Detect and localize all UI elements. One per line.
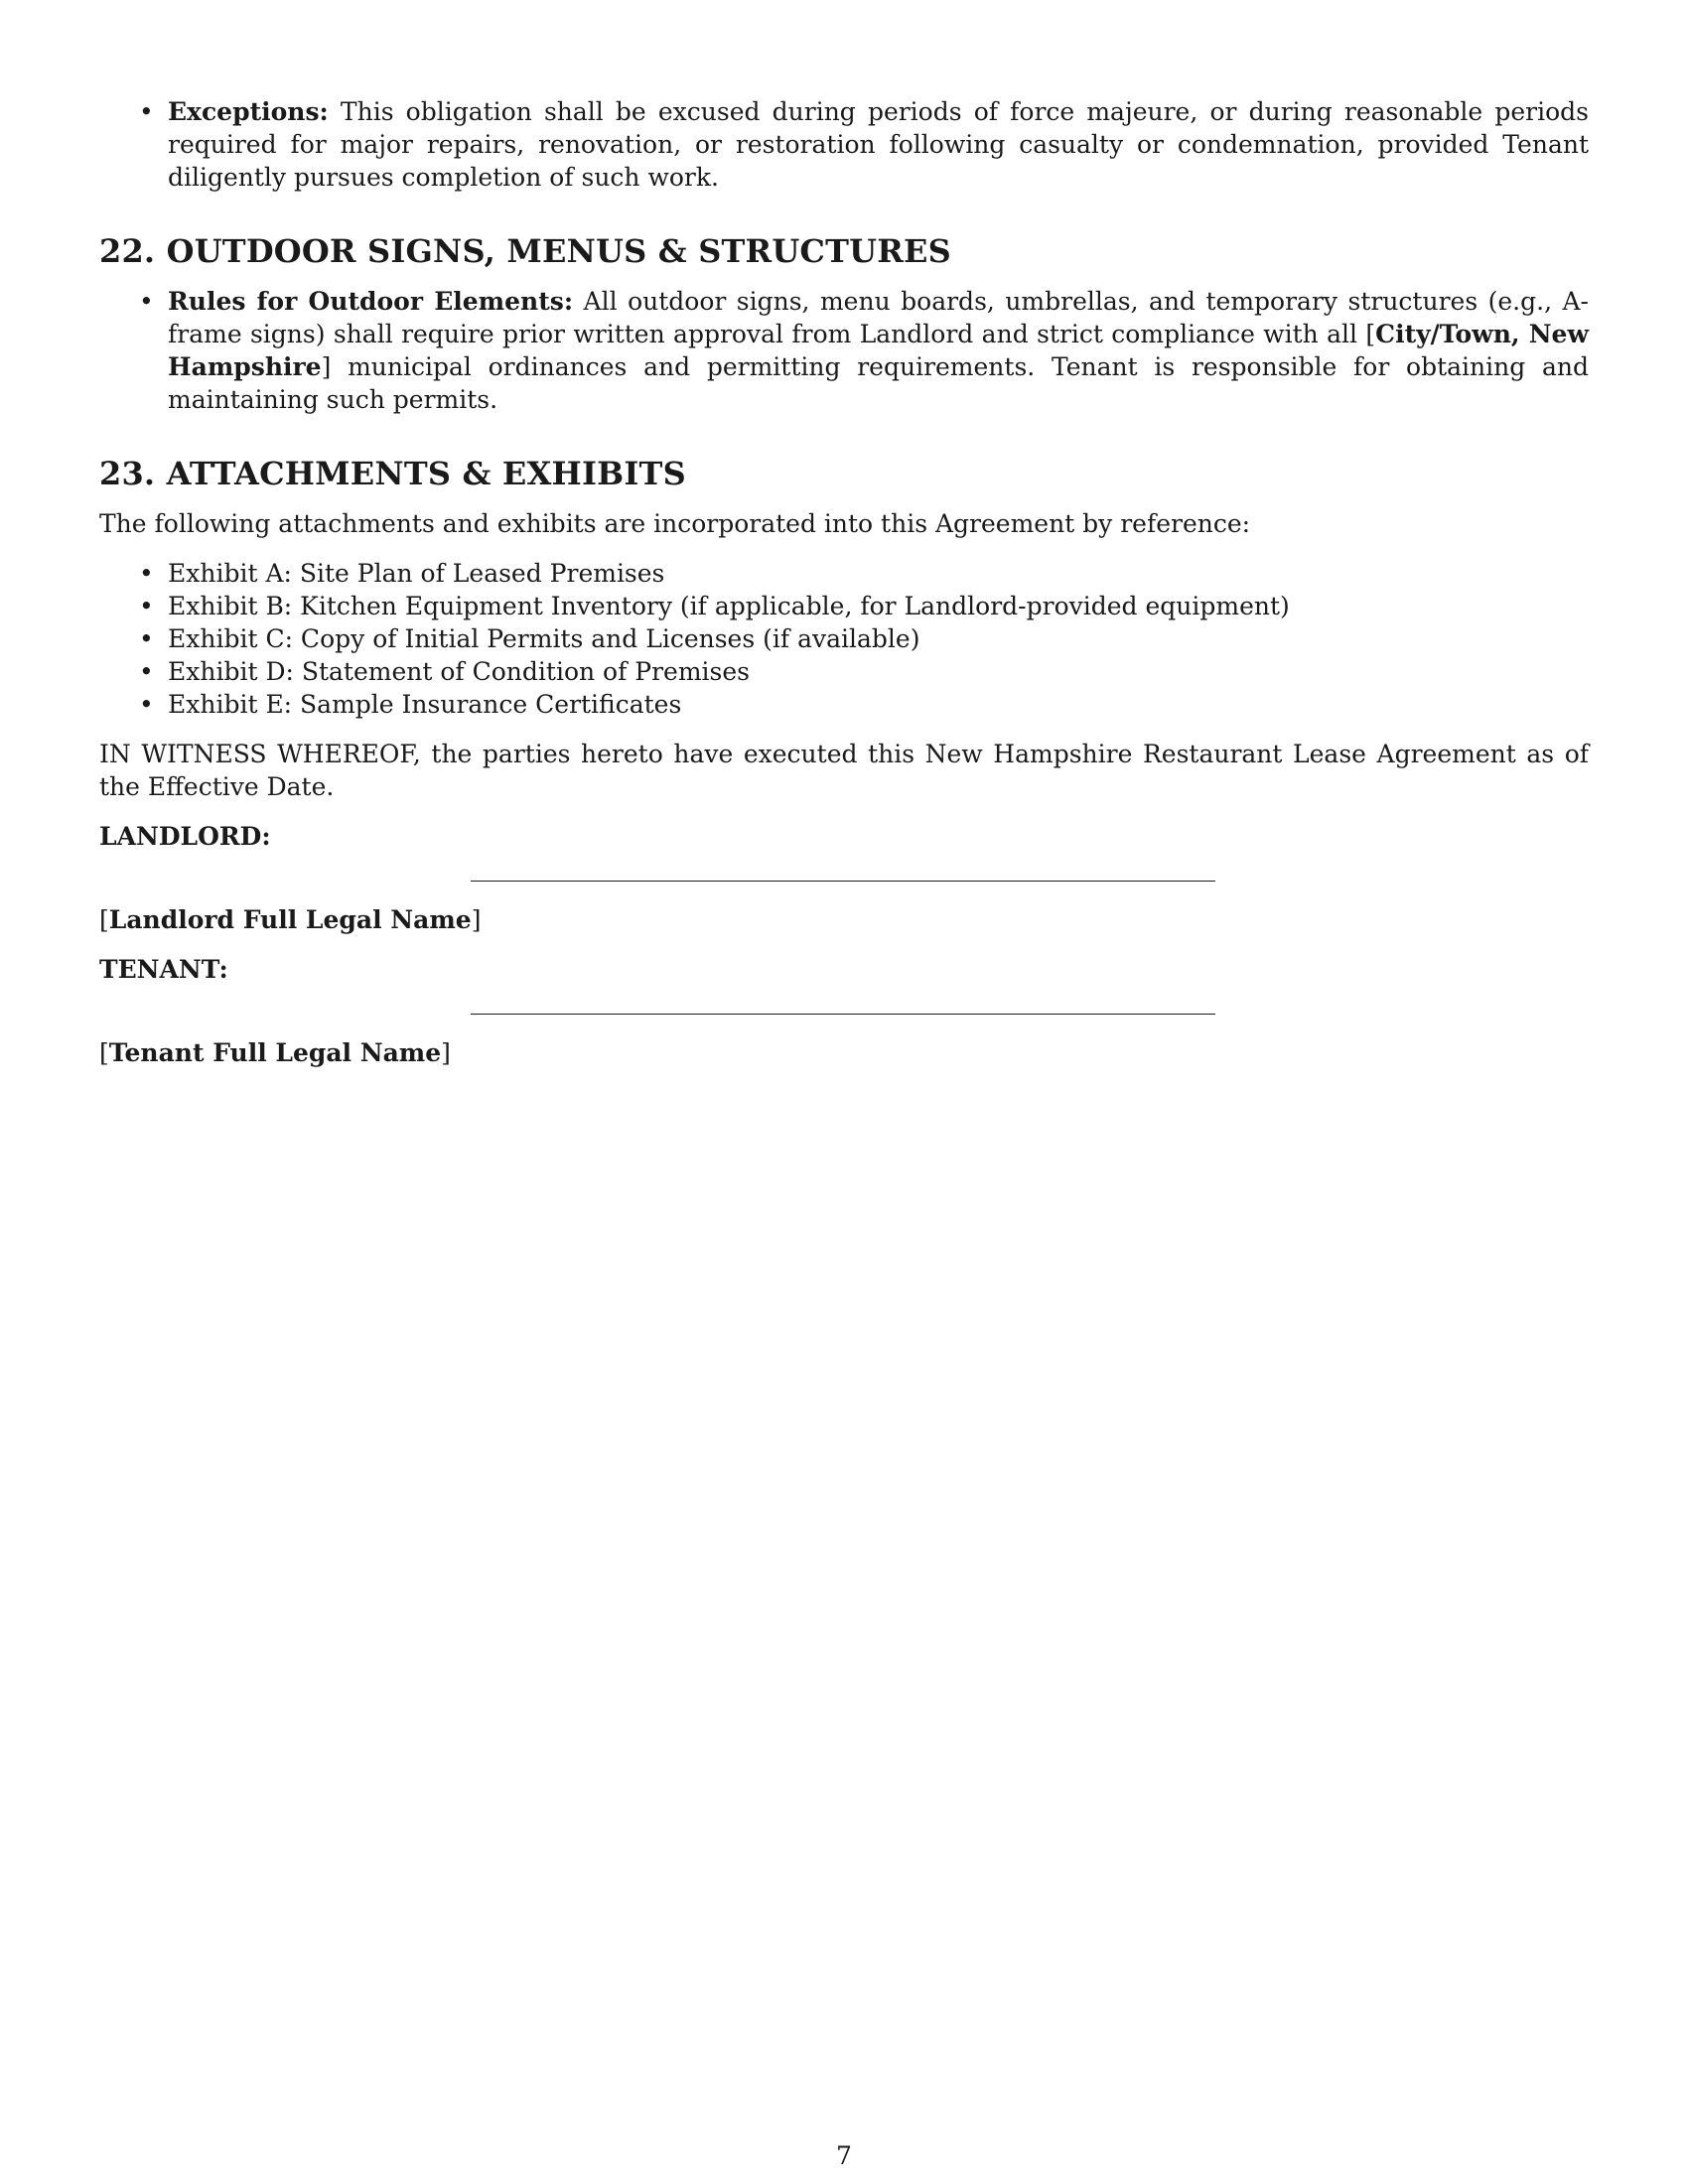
exhibit-e-text: Exhibit E: Sample Insurance Certificates [168,690,682,719]
exceptions-list [99,95,1589,194]
list-item-exhibit-b [99,590,1589,622]
list-item-outdoor-rules [99,285,1589,416]
outdoor-rules-text-1: All outdoor signs, menu boards, umbrellas, and temporary structures (e.g., A-frame signs) shall require prior written approval from Landlord and strict compliance with all [ [168,287,1589,348]
landlord-heading: LANDLORD: [99,822,271,851]
exhibit-c-text: Exhibit C: Copy of Initial Permits and Licenses (if available) [168,624,920,653]
section-23-title: ATTACHMENTS & EXHIBITS [166,455,686,492]
exhibit-b-text: Exhibit B: Kitchen Equipment Inventory (if applicable, for Landlord-provided equipment) [168,592,1290,620]
bracket-open: [ [99,1038,109,1067]
outdoor-rules-label: Rules for Outdoor Elements: [168,287,574,316]
exhibit-a-text: Exhibit A: Site Plan of Leased Premises [168,559,665,588]
exhibit-d-text: Exhibit D: Statement of Condition of Premises [168,657,751,686]
list-item-exhibit-e [99,688,1589,721]
landlord-name [99,903,1589,936]
tenant-signature-line [471,1014,1215,1015]
exhibits-list [99,557,1589,721]
tenant-name-placeholder: Tenant Full Legal Name [108,1038,442,1067]
section-23-number: 23. [99,455,156,492]
bracket-close: ] [471,905,482,934]
outdoor-rules-list [99,285,1589,416]
city-town-placeholder: City/Town, New Hampshire [168,320,1589,381]
section-22-heading [99,231,1589,271]
landlord-signature-line [471,881,1215,882]
bullet-icon: • [139,287,154,316]
landlord-name-placeholder: Landlord Full Legal Name [108,905,472,934]
section-22-title: OUTDOOR SIGNS, MENUS & STRUCTURES [166,232,951,270]
bullet-icon: • [139,97,154,126]
exceptions-text: This obligation shall be excused during periods of force majeure, or during reasonable periods required for major repairs, renovation, or restoration following casualty or condemnation, provided Tenant diligently pursues completion of such work. [168,97,1589,192]
list-item-exceptions [99,95,1589,194]
bullet-icon: • [139,559,154,588]
bullet-icon: • [139,657,154,686]
list-item-exhibit-d [99,655,1589,688]
bracket-open: [ [99,905,109,934]
list-item-exhibit-a [99,557,1589,590]
outdoor-rules-text-2: ] municipal ordinances and permitting requirements. Tenant is responsible for obtaining and maintaining such permits. [168,352,1589,414]
bullet-icon: • [139,592,154,620]
list-item-exhibit-c [99,622,1589,655]
section-22-number: 22. [99,232,156,270]
bracket-close: ] [441,1038,451,1067]
bullet-icon: • [139,624,154,653]
document-page [99,95,1589,1069]
exceptions-label: Exceptions: [168,97,329,126]
tenant-name [99,1036,1589,1069]
bullet-icon: • [139,690,154,719]
section-23-heading [99,454,1589,493]
tenant-heading: TENANT: [99,955,228,984]
page-number: 7 [836,2141,852,2170]
exhibits-intro: The following attachments and exhibits are incorporated into this Agreement by reference: [99,509,1251,538]
witness-statement: IN WITNESS WHEREOF, the parties hereto have executed this New Hampshire Restaurant Lease Agreement as of the Effective Date. [99,740,1589,801]
